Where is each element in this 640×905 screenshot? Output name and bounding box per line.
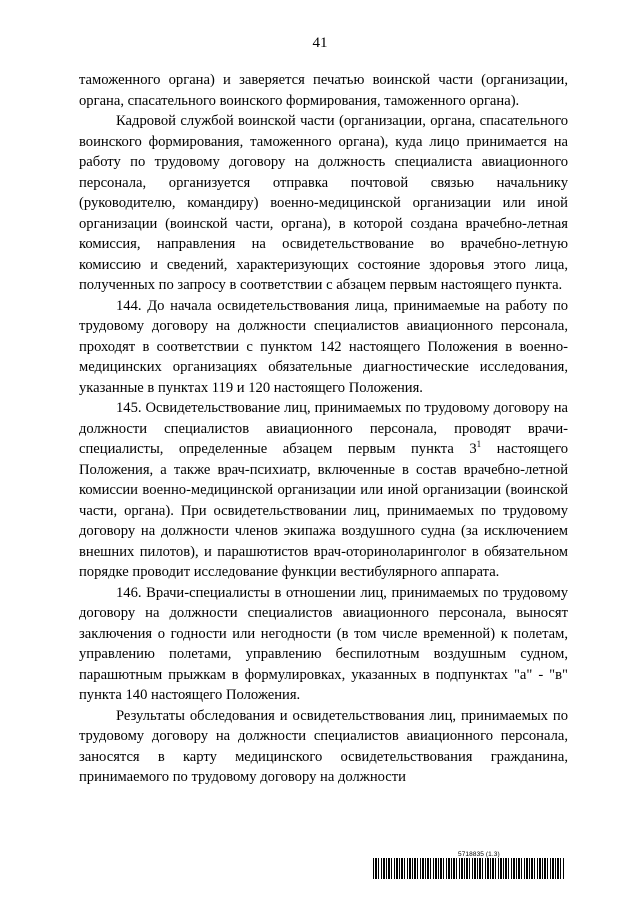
paragraph-145-text-a: 145. Освидетельствование лиц, принимаемых по трудовому договору на должности специалистов авиационного персонала, проводят врачи-специалисты, определенные абзацем первым пункта 3 [79, 400, 568, 457]
paragraph-145 [79, 398, 568, 583]
superscript-mark: 1 [476, 439, 482, 450]
paragraph-146: 146. Врачи-специалисты в отношении лиц, принимаемых по трудовому договору на должности специалистов авиационного персонала, выносят заключения о годности или негодности (в том числе временной) к полетам, управлению полетами, управлению беспилотным воздушным судном, парашютным прыжкам в формулировках, указанных в подпунктах "а" - "в" пункта 140 настоящего Положения. [79, 584, 568, 703]
paragraph-continuation: таможенного органа) и заверяется печатью воинской части (организации, органа, спасательного воинского формирования, таможенного органа). [79, 72, 568, 109]
document-code: 5718835 (1.3) [458, 851, 500, 858]
barcode-image [373, 858, 565, 879]
page-number: 41 [312, 35, 328, 51]
paragraph-results: Результаты обследования и освидетельствования лиц, принимаемых по трудовому договору на должности специалистов авиационного персонала, заносятся в карту медицинского освидетельствования гражданина, принимаемого по трудовому договору на должности [79, 707, 568, 785]
paragraph-145-text-b: настоящего Положения, а также врач-психиатр, включенные в состав врачебно-летной комиссии военно-медицинской организации или иной организации (воинской части, органа). При освидетельствовании лиц, принимаемых по трудовому договору на должности членов экипажа воздушного судна (за исключением внешних пилотов), и парашютистов врач-оториноларинголог в обязательном порядке проводит исследование функции вестибулярного аппарата. [79, 441, 569, 580]
paragraph-hr-service: Кадровой службой воинской части (организации, органа, спасательного воинского формирования, таможенного органа), куда лицо принимается на работу по трудовому договору на должность специалиста авиационного персонала, организуется отправка почтовой связью начальнику (руководителю, командиру) военно-медицинской организации или иной организации (воинской части, органа), в которой создана врачебно-летная комиссия, направления на освидетельствование во врачебно-летную комиссию и сведений, характеризующих состояние здоровья этого лица, полученных по запросу в соответствии с абзацем первым настоящего пункта. [79, 113, 568, 293]
document-body [79, 70, 568, 788]
paragraph-144: 144. До начала освидетельствования лица, принимаемые на работу по трудовому договору на должности специалистов авиационного персонала, проходят в соответствии с пунктом 142 настоящего Положения в военно-медицинских организациях обязательные диагностические исследования, указанные в пунктах 119 и 120 настоящего Положения. [79, 297, 568, 396]
